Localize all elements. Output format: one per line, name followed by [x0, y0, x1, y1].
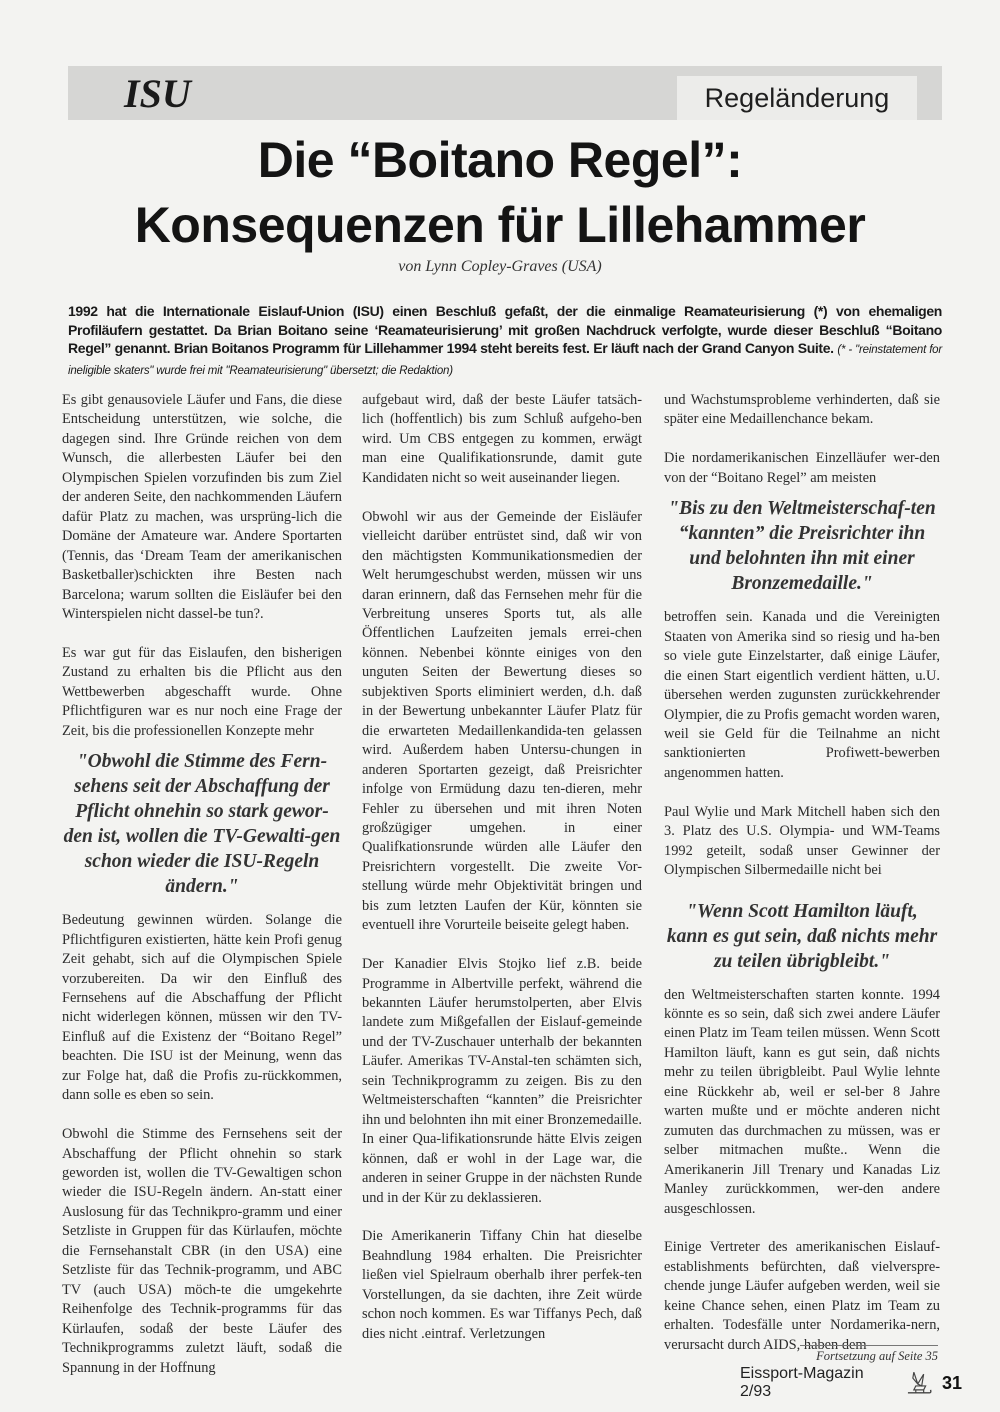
paragraph: betroffen sein. Kanada und die Vereinigten Staaten von Amerika sind so riesig und ha-ben so viele gute Einzelstarter, daß einige Läufer, die einen Start eigentlich verdient hätten, u.U. übersehen werden zugunsten zurückkehrender Olympier, die zu Profis gemacht worden waren, weil sie Geld für die Teilnahme an nicht sanktionierten Profiwett-bewerben angenommen hatten.: [664, 609, 940, 781]
paragraph: Obwohl wir aus der Gemeinde der Eisläufer vielleicht darüber entrüstet sind, daß wir von den mächtigsten Kommunikationsmedien der Welt herumgeschubst werden, müssen wir uns daran erinnern, daß das Fernsehen mehr für die Verbreitung unseres Sports tut, als alle Öffentlichen Laufzeiten jemals errei-chen können. Nebenbei könnte einiges von den unguten Seiten der Bewertung dieses so subjektiven Sports eliminiert werden, d.h. daß in der Bewertung unbekannter Läufer Platz für die erwarteten Medaillenkandida-ten gelassen wird. Außerdem haben Untersu-chungen in anderen Sportarten gezeigt, daß Preisrichter infolge von Ermüdung dazu ten-dieren, mehr Fehler zu übersehen und mit ihren Noten großzügiger umgehen. in einer Qualifkationsrunde würden alle Läufer den Preisrichtern vorgestellt. Die zweite Vor-stellung würde mehr Objektivität bringen und bis zum letzten Laufen der Kür, könnten sie eventuell ihre Vorurteile beiseite gelegt haben.: [362, 508, 642, 934]
paragraph: Es gibt genausoviele Läufer und Fans, die diese Entscheidung unterstützen, wie solche, die dagegen sind. Ihre Gründe reichen von dem Wunsch, die allerbesten Läufer bei den Olympischen Spielen vorzufinden bis zum Ziel der anderen Seite, den nachkommenden Läufern dafür Platz zu machen, was ursprüng-lich die Domäne der Amateure war. Andere Sportarten (Tennis, das ‘Dream Team der amerikanischen Basketballer)schickten ihre Besten nach Barcelona; warum sollten die Eisläufer bei den Winterspielen nicht dassel-be tun?.: [62, 392, 342, 622]
page-number: 31: [941, 1372, 962, 1393]
section-tag: ISU: [124, 71, 191, 116]
skater-logo-icon: [904, 1368, 933, 1398]
paragraph: Der Kanadier Elvis Stojko lief z.B. beide Programme in Albertville perfekt, während die bekannten Läufer herumstolperten, aber Elvis landete zum Mißgefallen der Eislauf-gemeinde und der TV-Zuschauer unterhalb der bekannten Läufer. Amerikas TV-Anstal-ten schämten sich, sein Technikprogramm zu zeigen. Bis zu den Weltmeisterschaften “kannten” die Preisrichter ihn und belohnten ihn mit einer Bronzemedaille. In einer Qua-lifikationsrunde hätte Elvis zeigen können, daß er wohl in der Lage war, die anderen in seiner Gruppe in der nächsten Runde und in der Kür zu deklassieren.: [362, 956, 642, 1206]
lead-paragraph: [68, 302, 942, 380]
page-footer: [740, 1365, 962, 1400]
column-3: [664, 391, 940, 1355]
byline: von Lynn Copley-Graves (USA): [398, 258, 602, 275]
paragraph: Bedeutung gewinnen würden. Solange die Pflichtfiguren existierten, hätte kein Profi genug Zeit gehabt, sich auf die Olympischen Spiele vorzubereiten. Da wir den Einfluß des Fernsehens auf die Abschaffung der Pflicht nicht widerlegen können, müssen wir den TV-Einfluß auf die Existenz der “Boitano Regel” beachten. Die ISU ist der Meinung, wenn das zur Folge hat, daß die Profis zu-rückkommen, dann solle es eben so sein.: [62, 912, 342, 1104]
lead-translator-note: (* - "reinstatement for ineligible skaters" wurde frei mit "Reamateurisierung" übersetzt; die Redaktion): [68, 344, 943, 377]
column-2: [362, 391, 642, 1344]
pull-quote: "Bis zu den Weltmeisterschaf-ten “kannten” die Preisrichter ihn und belohnten ihn mit einer Bronzemedaille.": [668, 498, 936, 595]
lead-text: 1992 hat die Internationale Eislauf-Union (ISU) einen Beschluß gefaßt, der die einmalige Reamateurisierung (*) von ehemaligen Profiläufern gestattet. Da Brian Boitano seine ‘Reamateurisierung’ mit großen Nachdruck verfolgte, wurde dieser Beschluß “Boitano Regel” genannt. Brian Boitanos Programm für Lillehammer 1994 steht bereits fest. Er läuft nach der Grand Canyon Suite.: [68, 303, 942, 356]
article-title-line2: Konsequenzen für Lillehammer: [134, 197, 866, 253]
paragraph: Die Amerikanerin Tiffany Chin hat dieselbe Beahndlung 1984 erhalten. Die Preisrichter ließen viel Spielraum oberhalb ihrer perfek-ten Vorstellungen, da sie dachten, ihre Zeit würde schon noch kommen. Es war Tiffanys Pech, daß dies nicht .eintraf. Verletzungen: [362, 1228, 642, 1342]
paragraph: und Wachstumsprobleme verhinderten, daß sie später eine Medaillenchance bekam.: [664, 392, 940, 428]
paragraph: aufgebaut wird, daß der beste Läufer tatsäch-lich (hoffentlich) bis zum Schluß aufgeho-ben wird. Um CBS entgegen zu kommen, erwägt man eine Qualifikationsrunde, damit gute Kandidaten nicht so weit auseinander liegen.: [362, 392, 642, 486]
article-title-line1: Die “Boitano Regel”:: [257, 132, 743, 188]
continued-link[interactable]: Fortsetzung auf Seite 35: [800, 1345, 938, 1364]
column-1: [62, 391, 342, 1378]
magazine-issue: Eissport-Magazin 2/93: [740, 1365, 864, 1400]
paragraph: Obwohl die Stimme des Fernsehens seit der Abschaffung der Pflicht ohnehin so stark geworden ist, wollen die TV-Gewaltigen schon wieder die ISU-Regeln ändern. An-statt einer Auslosung für das Technikpro-gramm und einer Setzliste in Gruppen für das Kürlaufen, möchte die Fernsehanstalt CBR (in den USA) eine Setzliste für das Technik-programm, und ABC TV (auch USA) möch-te die umgekehrte Reihenfolge des Technik-programms für das Kürlaufen, sodaß der beste Läufer des Technikprogramms zuletzt läuft, sodaß die Spannung in der Hoffnung: [62, 1126, 342, 1376]
paragraph: den Weltmeisterschaften starten konnte. 1994 könnte es so sein, daß sich zwei andere Läufer einen Platz im Team teilen müssen. Wenn Scott Hamilton läuft, kann es gut sein, daß nichts mehr zu teilen übrigbleibt. Paul Wylie lehnte eine Rückkehr ab, weil er sel-ber 8 Jahre warten mußte und er möchte anderen nicht zumuten das durchmachen zu müssen, was er selber mitmachen mußte.. Wenn die Amerikanerin Jill Trenary und Kanadas Liz Manley zurückkommen, wer-den andere ausgeschlossen.: [664, 986, 940, 1217]
category-label: Regeländerung: [704, 83, 890, 113]
paragraph: Die nordamerikanischen Einzelläufer wer-den von der “Boitano Regel” am meisten: [664, 450, 940, 486]
paragraph: Paul Wylie und Mark Mitchell haben sich den 3. Platz des U.S. Olympia- und WM-Teams 1992 geteilt, sodaß unser Gewinner der Olympischen Silbermedaille nicht bei: [664, 803, 940, 879]
paragraph: Es war gut für das Eislaufen, den bisherigen Zustand zu erhalten bis die Pflicht aus den Wettbewerben abgeschafft wurde. Ohne Pflichtfiguren war es nur noch eine Frage der Zeit, bis die professionellen Konzepte mehr: [62, 644, 342, 739]
category-box: [677, 76, 917, 120]
pull-quote: "Obwohl die Stimme des Fern-sehens seit der Abschaffung der Pflicht ohnehin so stark gewor-den ist, wollen die TV-Gewalti-gen schon wieder die ISU-Regeln ändern.": [63, 751, 341, 898]
paragraph: Einige Vertreter des amerikanischen Eislauf-establishments befürchten, daß vielverspre-chende junge Läufer aufgeben werden, weil sie keine Chance sehen, einen Platz im Team zu erhalten. Todesfälle unter Nordamerika-nern, verursacht durch AIDS, haben dem: [664, 1239, 940, 1353]
pull-quote: "Wenn Scott Hamilton läuft, kann es gut sein, daß nichts mehr zu teilen übrigbleibt.": [666, 900, 938, 972]
